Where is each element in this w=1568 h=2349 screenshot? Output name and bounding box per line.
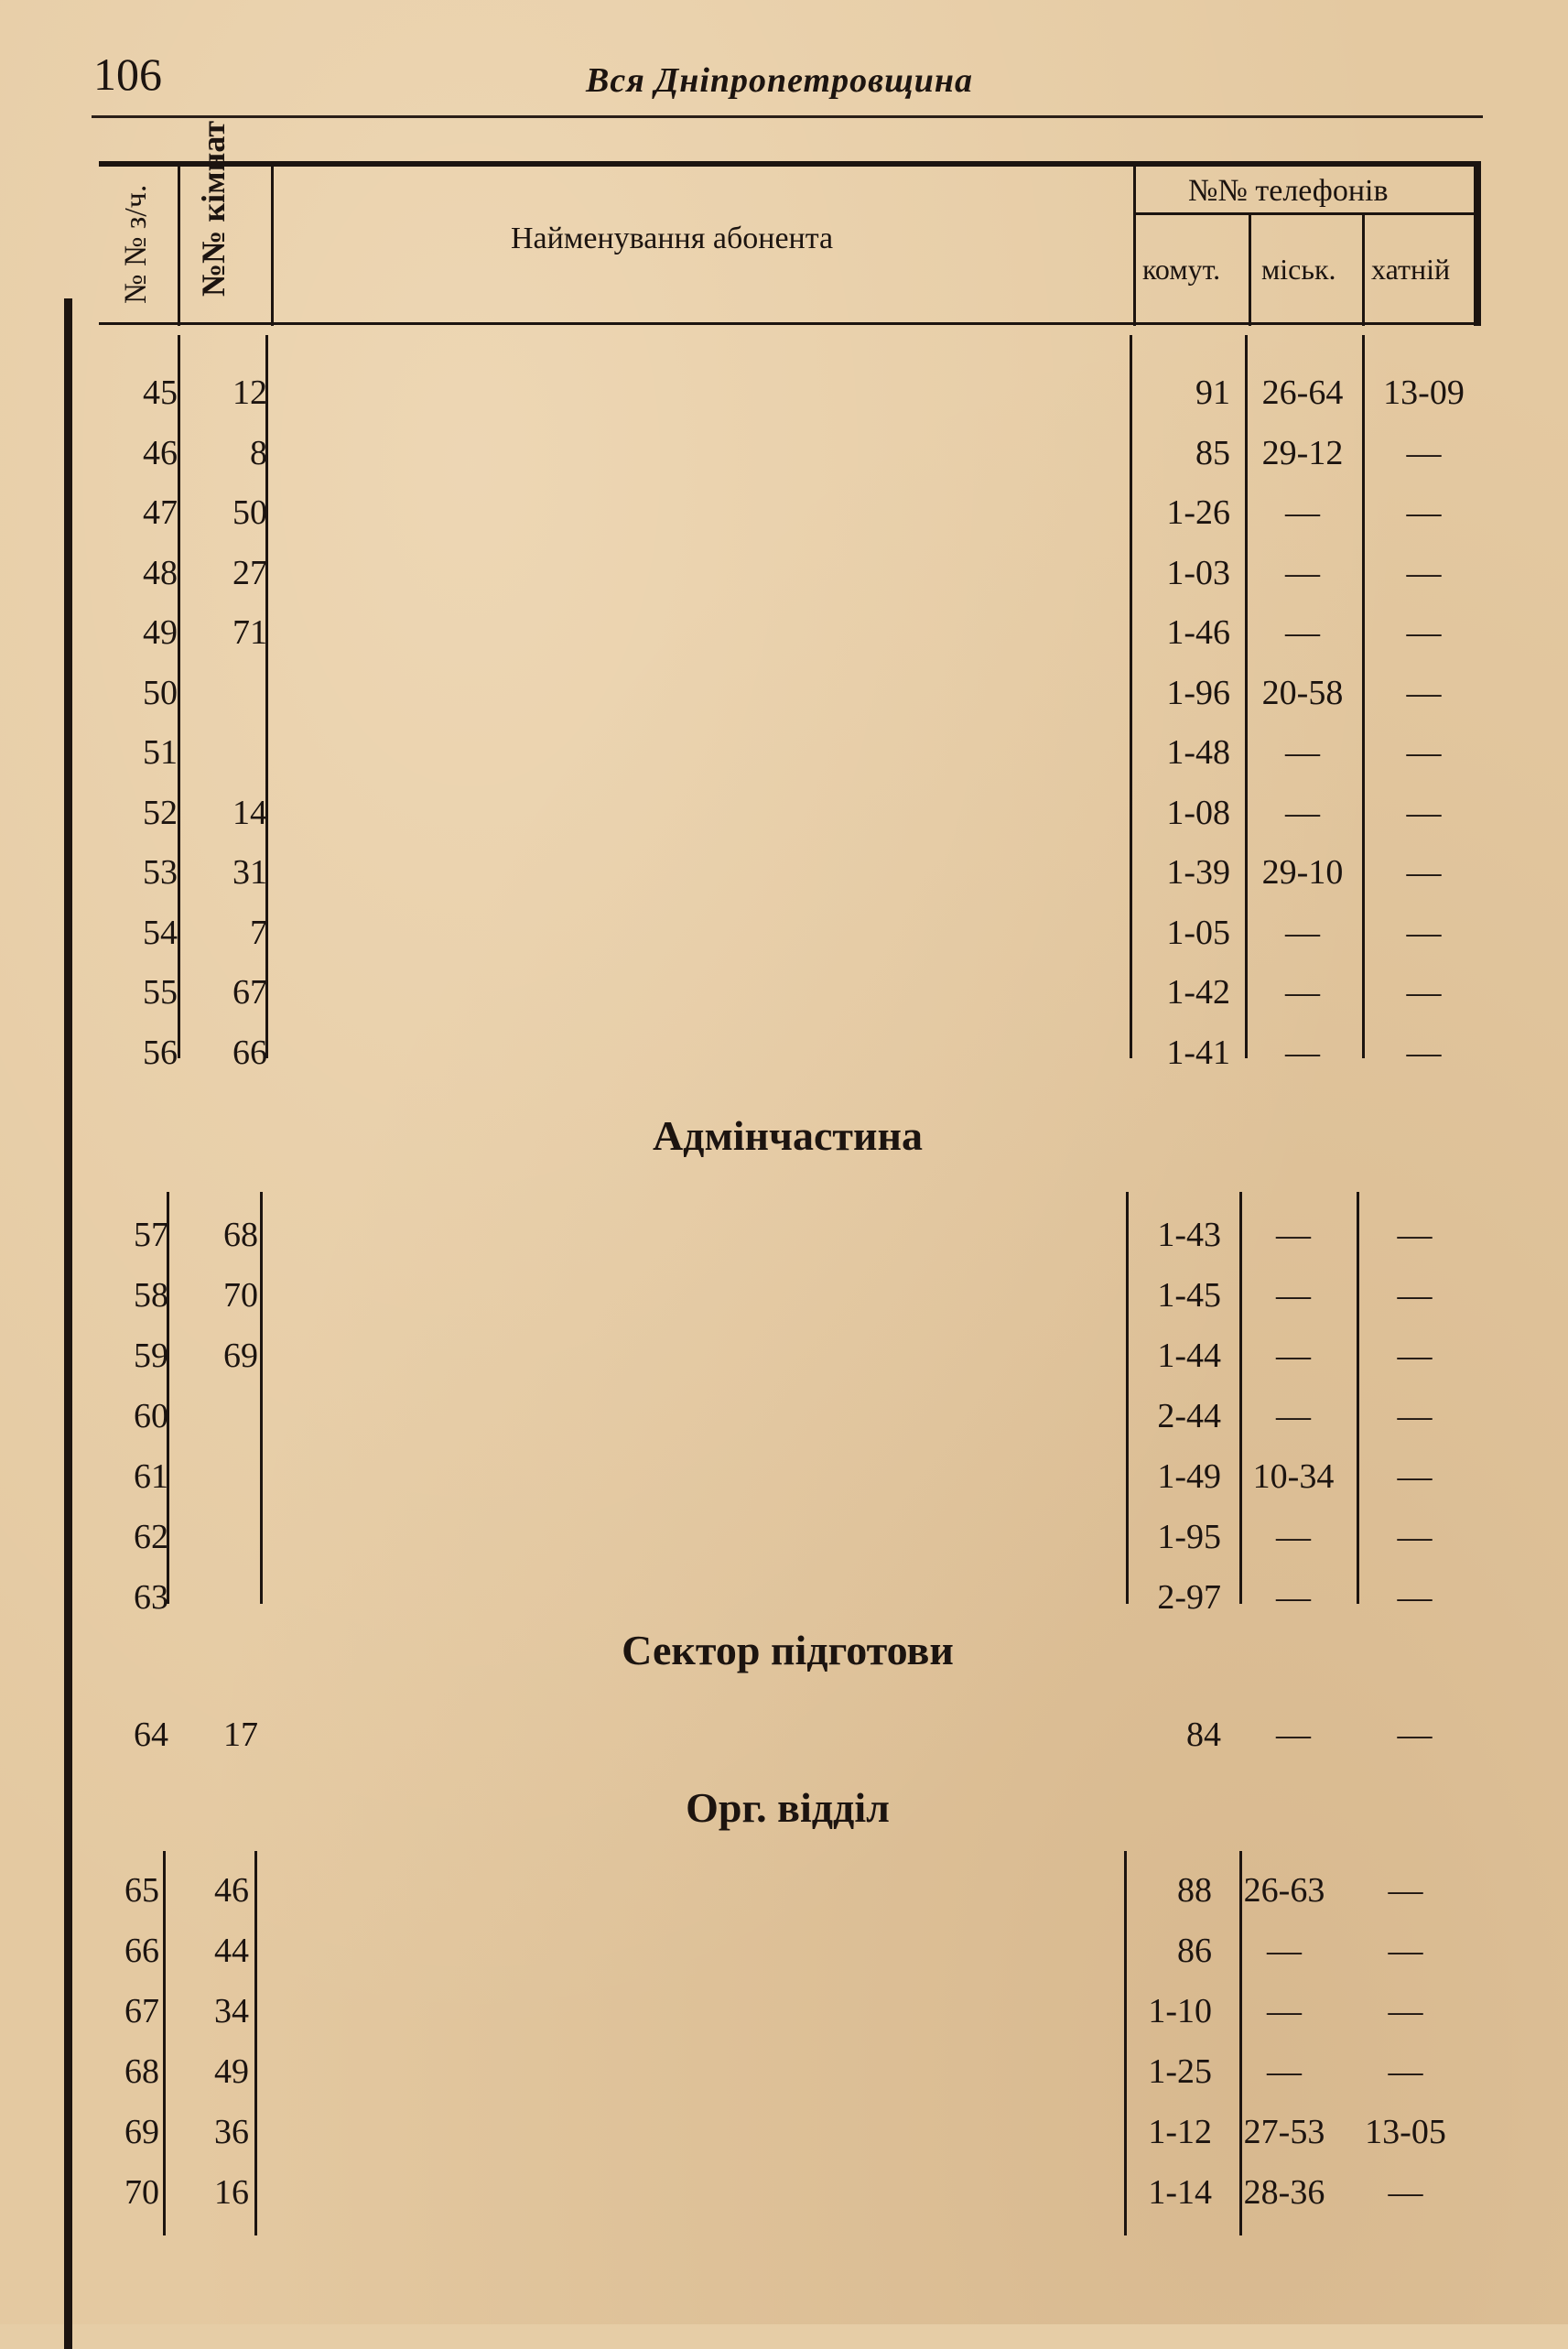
phone-komut: 1-48 — [1166, 733, 1230, 772]
phone-misk: — — [1285, 613, 1320, 652]
phone-misk: — — [1267, 1932, 1302, 1970]
row-number: 51 — [143, 733, 178, 772]
row-number: 49 — [143, 613, 178, 652]
table-row — [90, 1205, 1467, 1265]
phone-khatniy: — — [1397, 1337, 1433, 1375]
table-row — [90, 1567, 1467, 1628]
phone-misk: — — [1285, 793, 1320, 832]
phone-khatniy: — — [1397, 1276, 1433, 1315]
room-number: 12 — [232, 373, 267, 412]
room-number: 70 — [223, 1276, 258, 1315]
table-row — [81, 1860, 1458, 1921]
phone-khatniy: — — [1397, 1216, 1433, 1254]
row-number: 59 — [134, 1337, 168, 1375]
phone-komut: 1-26 — [1166, 493, 1230, 532]
table-row — [99, 842, 1476, 903]
table-row — [90, 1386, 1467, 1446]
table-row — [99, 602, 1476, 663]
row-number: 47 — [143, 493, 178, 532]
phone-misk: — — [1267, 2052, 1302, 2091]
phone-komut: 1-14 — [1148, 2173, 1212, 2212]
phone-misk: — — [1285, 493, 1320, 532]
phone-misk: — — [1285, 973, 1320, 1012]
phone-komut: 1-45 — [1157, 1276, 1221, 1315]
room-number: 17 — [223, 1716, 258, 1754]
phone-komut: 1-49 — [1157, 1457, 1221, 1496]
phone-misk: 26-63 — [1243, 1871, 1325, 1910]
header-phones-rule — [1133, 212, 1476, 215]
phone-komut: 1-41 — [1166, 1033, 1230, 1072]
row-number: 67 — [124, 1992, 159, 2030]
phone-khatniy: — — [1406, 973, 1442, 1012]
row-number: 54 — [143, 913, 178, 952]
page-number: 106 — [93, 49, 162, 100]
running-title: Вся Дніпропетровщина — [586, 61, 973, 100]
col-header-misk: міськ. — [1261, 253, 1336, 286]
phone-misk: — — [1285, 1033, 1320, 1072]
room-number: 49 — [214, 2052, 249, 2091]
room-number: 7 — [250, 913, 267, 952]
phone-misk: — — [1276, 1518, 1311, 1556]
phone-khatniy: — — [1397, 1716, 1433, 1754]
room-number: 67 — [232, 973, 267, 1012]
phone-komut: 1-95 — [1157, 1518, 1221, 1556]
room-number: 68 — [223, 1216, 258, 1254]
row-number: 48 — [143, 553, 178, 592]
phone-misk: — — [1267, 1992, 1302, 2030]
phone-khatniy: — — [1406, 793, 1442, 832]
phone-khatniy: — — [1388, 1871, 1423, 1910]
table-row — [81, 1921, 1458, 1981]
header-divider — [1249, 214, 1251, 326]
phone-komut: 1-96 — [1166, 673, 1230, 712]
col-header-khatniy: хатній — [1371, 253, 1451, 286]
phone-directory-table — [99, 120, 1476, 2212]
phone-khatniy: — — [1388, 2173, 1423, 2212]
col-header-phones: №№ телефонів — [1188, 174, 1389, 208]
phone-khatniy: — — [1406, 853, 1442, 892]
room-number: 71 — [232, 613, 267, 652]
section-heading-prep: Сектор підготови — [622, 1627, 954, 1673]
phone-khatniy: — — [1397, 1518, 1433, 1556]
phone-komut: 91 — [1195, 373, 1230, 412]
col-header-rooms: №№ кімнат — [195, 120, 232, 297]
row-number: 45 — [143, 373, 178, 412]
phone-khatniy: — — [1406, 913, 1442, 952]
phone-khatniy: — — [1406, 613, 1442, 652]
table-row — [81, 2162, 1458, 2223]
phone-misk: — — [1276, 1397, 1311, 1435]
col-header-name: Найменування абонента — [511, 222, 834, 255]
phone-misk: — — [1276, 1716, 1311, 1754]
row-number: 69 — [124, 2113, 159, 2151]
row-number: 66 — [124, 1932, 159, 1970]
room-number: 66 — [232, 1033, 267, 1072]
phone-misk: 28-36 — [1243, 2173, 1325, 2212]
phone-khatniy: — — [1406, 553, 1442, 592]
room-number: 50 — [232, 493, 267, 532]
room-number: 16 — [214, 2173, 249, 2212]
row-number: 58 — [134, 1276, 168, 1315]
phone-misk: 27-53 — [1243, 2113, 1325, 2151]
table-row — [90, 1705, 1467, 1765]
phone-komut: 1-39 — [1166, 853, 1230, 892]
phone-komut: 1-03 — [1166, 553, 1230, 592]
table-row — [90, 1326, 1467, 1386]
phone-komut: 2-97 — [1157, 1578, 1221, 1617]
phone-misk: 20-58 — [1261, 673, 1344, 712]
table-row — [99, 363, 1476, 423]
row-number: 61 — [134, 1457, 168, 1496]
table-row — [81, 2041, 1458, 2102]
phone-komut: 1-05 — [1166, 913, 1230, 952]
phone-komut: 88 — [1177, 1871, 1212, 1910]
room-number: 31 — [232, 853, 267, 892]
table-right-border — [1474, 161, 1481, 326]
col-header-seq: № № з/ч. — [119, 184, 153, 304]
phone-komut: 1-10 — [1148, 1992, 1212, 2030]
table-row — [90, 1265, 1467, 1326]
table-row — [81, 1981, 1458, 2041]
phone-komut: 1-08 — [1166, 793, 1230, 832]
header-divider — [178, 161, 180, 326]
phone-komut: 86 — [1177, 1932, 1212, 1970]
table-row — [99, 903, 1476, 963]
phone-komut: 1-46 — [1166, 613, 1230, 652]
phone-khatniy: — — [1397, 1397, 1433, 1435]
room-number: 14 — [232, 793, 267, 832]
phone-khatniy: 13-09 — [1383, 373, 1465, 412]
header-divider — [1133, 161, 1136, 326]
row-number: 62 — [134, 1518, 168, 1556]
phone-misk: — — [1285, 913, 1320, 952]
header-divider — [1362, 214, 1365, 326]
row-number: 50 — [143, 673, 178, 712]
header-bottom-border — [99, 322, 1476, 325]
phone-khatniy: — — [1406, 433, 1442, 472]
phone-komut: 84 — [1186, 1716, 1221, 1754]
phone-khatniy: — — [1406, 673, 1442, 712]
phone-khatniy: — — [1406, 493, 1442, 532]
room-number: 69 — [223, 1337, 258, 1375]
phone-khatniy: — — [1406, 733, 1442, 772]
phone-misk: — — [1276, 1276, 1311, 1315]
section-heading-admin: Адмінчастина — [652, 1112, 924, 1159]
table-row — [81, 2102, 1458, 2162]
table-row — [99, 543, 1476, 603]
phone-komut: 1-25 — [1148, 2052, 1212, 2091]
room-number: 46 — [214, 1871, 249, 1910]
row-number: 53 — [143, 853, 178, 892]
section-heading-org: Орг. відділ — [686, 1784, 890, 1831]
phone-komut: 85 — [1195, 433, 1230, 472]
table-row — [99, 663, 1476, 723]
phone-misk: 10-34 — [1252, 1457, 1335, 1496]
row-number: 64 — [134, 1716, 168, 1754]
row-number: 60 — [134, 1397, 168, 1435]
table-row — [99, 962, 1476, 1023]
room-number: 27 — [232, 553, 267, 592]
row-number: 68 — [124, 2052, 159, 2091]
row-number: 70 — [124, 2173, 159, 2212]
row-number: 52 — [143, 793, 178, 832]
header-rule — [92, 115, 1483, 118]
room-number: 36 — [214, 2113, 249, 2151]
room-number: 8 — [250, 433, 267, 472]
table-row — [99, 1023, 1476, 1083]
row-number: 46 — [143, 433, 178, 472]
phone-khatniy: 13-05 — [1365, 2113, 1446, 2151]
phone-khatniy: — — [1388, 2052, 1423, 2091]
table-row — [99, 482, 1476, 543]
row-number: 65 — [124, 1871, 159, 1910]
phone-misk: — — [1285, 553, 1320, 592]
phone-misk: — — [1276, 1578, 1311, 1617]
phone-komut: 1-43 — [1157, 1216, 1221, 1254]
room-number: 34 — [214, 1992, 249, 2030]
phone-misk: 26-64 — [1261, 373, 1344, 412]
col-header-komut: комут. — [1142, 253, 1221, 286]
table-row — [99, 783, 1476, 843]
phone-khatniy: — — [1406, 1033, 1442, 1072]
table-row — [99, 722, 1476, 783]
page-left-border — [64, 298, 72, 2349]
phone-khatniy: — — [1388, 1932, 1423, 1970]
phone-khatniy: — — [1388, 1992, 1423, 2030]
table-row — [90, 1507, 1467, 1567]
phone-komut: 1-12 — [1148, 2113, 1212, 2151]
phone-misk: — — [1285, 733, 1320, 772]
phone-khatniy: — — [1397, 1578, 1433, 1617]
row-number: 55 — [143, 973, 178, 1012]
table-row — [90, 1446, 1467, 1507]
row-number: 57 — [134, 1216, 168, 1254]
phone-komut: 2-44 — [1157, 1397, 1221, 1435]
table-row — [99, 423, 1476, 483]
table-top-border — [99, 161, 1476, 167]
phone-khatniy: — — [1397, 1457, 1433, 1496]
row-number: 63 — [134, 1578, 168, 1617]
phone-komut: 1-44 — [1157, 1337, 1221, 1375]
header-divider — [271, 161, 274, 326]
phone-komut: 1-42 — [1166, 973, 1230, 1012]
phone-misk: — — [1276, 1337, 1311, 1375]
phone-misk: 29-12 — [1261, 433, 1344, 472]
phone-misk: 29-10 — [1261, 853, 1344, 892]
room-number: 44 — [214, 1932, 249, 1970]
phone-misk: — — [1276, 1216, 1311, 1254]
row-number: 56 — [143, 1033, 178, 1072]
